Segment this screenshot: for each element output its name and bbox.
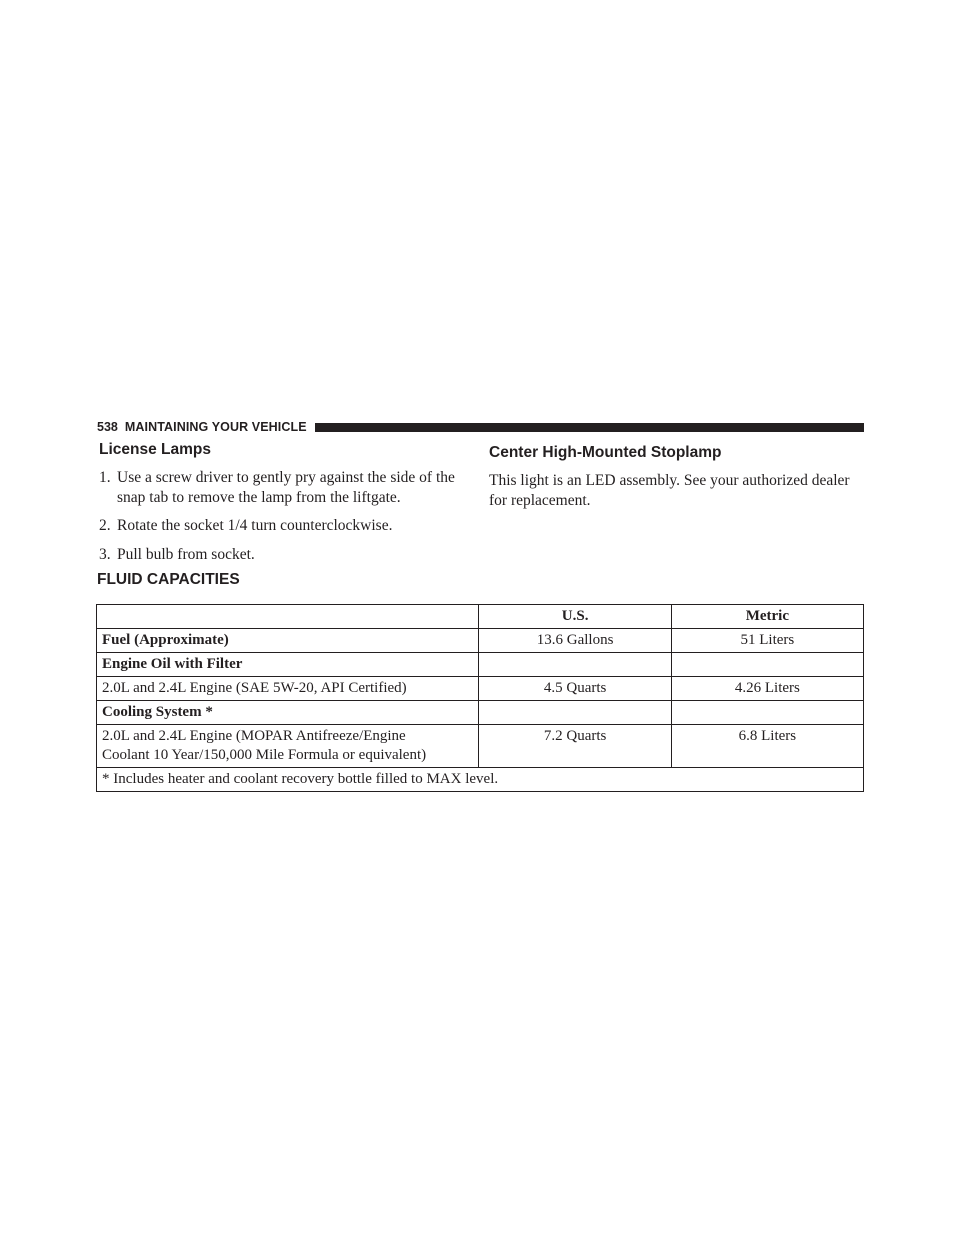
license-lamps-heading: License Lamps <box>99 441 211 458</box>
step-number: 3. <box>99 545 111 563</box>
metric-value: 51 Liters <box>671 629 863 653</box>
row-label: Cooling System * <box>97 701 479 725</box>
table-row <box>97 725 864 768</box>
list-item <box>99 468 477 507</box>
row-label: Engine Oil with Filter <box>97 653 479 677</box>
row-label-line: Coolant 10 Year/150,000 Mile Formula or equivalent) <box>102 747 427 763</box>
table-header-row <box>97 605 864 629</box>
page-number: 538 <box>97 420 118 434</box>
column-header-metric: Metric <box>671 605 863 629</box>
fluid-capacities-table <box>96 604 864 792</box>
metric-value <box>671 701 863 725</box>
stoplamp-section <box>489 443 867 510</box>
row-label-line: 2.0L and 2.4L Engine (MOPAR Antifreeze/Engine <box>102 728 406 744</box>
stoplamp-text: This light is an LED assembly. See your authorized dealer for replacement. <box>489 472 850 509</box>
us-value <box>479 653 671 677</box>
row-label: 2.0L and 2.4L Engine (SAE 5W-20, API Certified) <box>97 677 479 701</box>
list-item <box>99 545 477 565</box>
step-number: 1. <box>99 469 111 486</box>
table-row <box>97 677 864 701</box>
row-label <box>97 725 479 768</box>
license-lamps-section <box>99 440 477 573</box>
column-header-us: U.S. <box>479 605 671 629</box>
running-header <box>97 419 864 435</box>
header-rule <box>315 423 864 432</box>
fluid-capacities-heading: FLUID CAPACITIES <box>97 571 240 588</box>
metric-value: 6.8 Liters <box>671 725 863 768</box>
us-value: 4.5 Quarts <box>479 677 671 701</box>
section-title: MAINTAINING YOUR VEHICLE <box>124 420 307 434</box>
step-text: Use a screw driver to gently pry against the side of the snap tab to remove the lamp from the liftgate. <box>117 469 455 506</box>
table-row <box>97 701 864 725</box>
metric-value: 4.26 Liters <box>671 677 863 701</box>
us-value <box>479 701 671 725</box>
stoplamp-heading: Center High-Mounted Stoplamp <box>489 444 722 461</box>
metric-value <box>671 653 863 677</box>
step-number: 2. <box>99 517 111 534</box>
step-text: Pull bulb from socket. <box>117 545 255 563</box>
step-text: Rotate the socket 1/4 turn counterclockwise. <box>117 517 393 534</box>
column-header-item <box>97 605 479 629</box>
us-value: 7.2 Quarts <box>479 725 671 768</box>
us-value: 13.6 Gallons <box>479 629 671 653</box>
table-footnote: * Includes heater and coolant recovery bottle filled to MAX level. <box>97 768 864 792</box>
list-item <box>99 516 477 536</box>
row-label: Fuel (Approximate) <box>97 629 479 653</box>
license-lamps-steps <box>99 468 477 564</box>
table-row <box>97 653 864 677</box>
table-footnote-row <box>97 768 864 792</box>
table-row <box>97 629 864 653</box>
